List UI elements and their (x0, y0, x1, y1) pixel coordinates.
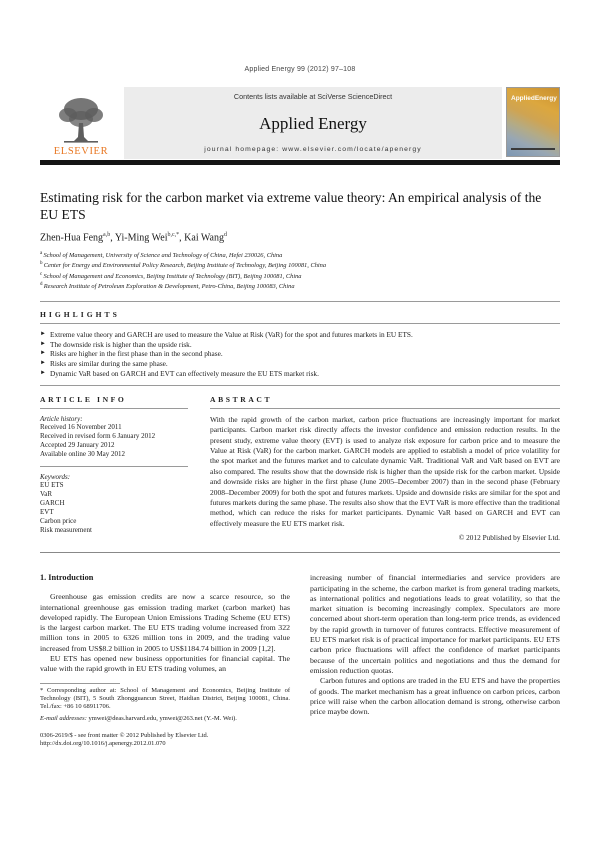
highlight-text: Risks are similar during the same phase. (50, 359, 168, 369)
journal-banner (124, 87, 502, 159)
history-label: Article history: (40, 414, 83, 423)
affiliation-sup: a (40, 251, 44, 257)
affiliation-sup: d (40, 281, 44, 287)
author-name: Zhen-Hua Feng (40, 232, 104, 244)
footnote-text: Corresponding author at: School of Management and Economics, Beijing Institute of Technology (BIT), 5 South Zhongguancun Street, Haidian District, Beijing 100081, China. Tel./fax: +86 10 68911706. (40, 686, 290, 711)
affiliation-text: Center for Energy and Environmental Policy Research, Beijing Institute of Technology, Beijing 100081, China (43, 262, 327, 270)
highlight-item (40, 340, 560, 350)
body-right-column (310, 573, 560, 748)
keywords-separator-rule (40, 466, 188, 467)
highlights-heading-rule (40, 323, 560, 324)
history-line: Received 16 November 2011 (40, 422, 122, 431)
history-line: Available online 30 May 2012 (40, 449, 126, 458)
body-columns (40, 573, 560, 748)
affiliation-sup: b (40, 261, 44, 267)
abstract-heading: ABSTRACT (210, 394, 273, 404)
journal-cover (506, 87, 560, 159)
highlight-item (40, 359, 560, 369)
email-label: E-mail addresses: (40, 714, 87, 722)
section-rule (40, 301, 560, 302)
affiliation-line (40, 260, 560, 270)
journal-cover-bar (511, 148, 555, 150)
author-line (40, 232, 560, 243)
keyword: Carbon price (40, 516, 77, 525)
author-separator: , (179, 232, 185, 244)
journal-cover-image (506, 87, 560, 157)
keyword: EU ETS (40, 480, 64, 489)
article-title: Estimating risk for the carbon market via extreme value theory: An empirical analysis of the EU ETS (40, 190, 542, 222)
section-rule (40, 552, 560, 553)
elsevier-logo (40, 87, 122, 159)
author-affil-sup: d (224, 232, 227, 238)
body-paragraph: Carbon futures and options are traded in the EU ETS and have the properties of goods. The market mechanism has a great influence on carbon prices, carbon price will raise when the carbon allocation demand is strong, otherwise carbon price maybe down. (310, 676, 560, 717)
history-line: Accepted 29 January 2012 (40, 440, 115, 449)
footnote-separator-rule (40, 683, 120, 684)
abstract-column (210, 395, 560, 542)
affiliation-text: School of Management, University of Science and Technology of China, Hefei 230026, China (43, 252, 283, 260)
bullet-arrow-icon: ► (40, 350, 46, 357)
elsevier-wordmark: ELSEVIER (53, 146, 109, 157)
masthead-divider-bar (40, 160, 560, 165)
body-left-column (40, 573, 290, 748)
affiliations (40, 250, 560, 291)
bullet-arrow-icon: ► (40, 360, 46, 367)
journal-homepage-url: journal homepage: www.elsevier.com/locate/apenergy (204, 146, 422, 153)
issn-line: 0306-2619/$ - see front matter © 2012 Published by Elsevier Ltd. (40, 732, 209, 740)
highlight-text: Extreme value theory and GARCH are used to measure the Value at Risk (VaR) for the spot and futures markets in EU ETS. (50, 329, 413, 339)
affiliation-sup: c (40, 271, 44, 277)
highlight-text: Dynamic VaR based on GARCH and EVT can effectively measure the EU ETS market risk. (50, 369, 319, 379)
corresponding-author-footnote (40, 687, 290, 712)
history-line: Received in revised form 6 January 2012 (40, 431, 156, 440)
highlight-text: The downside risk is higher than the upside risk. (50, 339, 192, 349)
author-affil-sup: a,b (103, 232, 111, 238)
masthead (40, 87, 560, 159)
journal-title: Applied Energy (259, 113, 367, 133)
imprint-block (40, 732, 290, 748)
keyword: EVT (40, 507, 54, 516)
article-info-heading: ARTICLE INFO (40, 394, 127, 404)
article-info-column (40, 395, 210, 542)
email-addresses: ymwei@deas.harvard.edu, ymwei@263.net (Y.-M. Wei). (86, 714, 237, 722)
highlight-item (40, 330, 560, 340)
article-info-heading-rule (40, 408, 188, 409)
doi-line: http://dx.doi.org/10.1016/j.apenergy.2012.01.070 (40, 740, 166, 748)
body-paragraph: Greenhouse gas emission credits are now a scarce resource, so the international greenhouse gas emission trading market (carbon market) has developed rapidly. The European Union Emissions Trading Scheme (EU ETS) is the largest carbon market. The EU ETS trading volume increased from 322 million tons in 2005 to 6326 million tons in 2009, and the trading value increased from US$8.2 billion in 2005 to US$1184.74 billion in 2009 [1,2]. (40, 592, 290, 653)
affiliation-text: School of Management and Economics, Beijing Institute of Technology (BIT), Beijing 100081, China (43, 272, 302, 280)
bullet-arrow-icon: ► (40, 330, 46, 337)
elsevier-tree-icon (54, 95, 108, 145)
footnote-marker: * (40, 686, 44, 694)
journal-cover-title: AppliedEnergy (511, 95, 557, 102)
body-paragraph: increasing number of financial intermediaries and service providers are participating in the scheme, the carbon market is from general trading markets, as international politics and negotiations leads to great volatility, so that the market situation is becoming increasingly complex. Speculators are more concerned about short-term operation than long-term price trends, as evidenced by the rapid growth in turnover of futures contracts. Effective measurement of EU ETS market risk is of practical importance for market participants. EU ETS carbon price fluctuations will affect the confidence of market participants because of the uncertain politics and negotiations and thus the demand for emission reduction quotas. (310, 573, 560, 675)
keyword: GARCH (40, 498, 65, 507)
affiliation-line (40, 271, 560, 281)
highlights-list (40, 330, 560, 379)
highlights-heading: HIGHLIGHTS (40, 309, 120, 319)
author-name: Kai Wang (184, 232, 224, 244)
keyword: VaR (40, 489, 53, 498)
section-heading-introduction: 1. Introduction (40, 573, 94, 583)
affiliation-line (40, 250, 560, 260)
author-affil-sup: b,c,* (167, 232, 180, 238)
highlight-item (40, 369, 560, 379)
abstract-text: With the rapid growth of the carbon market, carbon price fluctuations are increasingly important for market participants. Carbon market risk directly affects the investor confidence and emission reduction results. In the present study, extreme value theory (EVT) is used to analyze risk exposure for carbon price and to measure the Value at Risk (VaR) for the carbon market. GARCH models are applied to establish a model of price volatility for the spot market and the futures market and to calculate dynamic VaR. Traditional VaR and VaR based on EVT are also compared. The results show that the downside risk is higher than the upside risk for the carbon market. Upside and downside risks are higher in the first phase (June 2005–December 2007) than in the second phase (February 2008–December 2009) for both the spot and futures markets. Upside and downside risks are similar for the spot and futures markets during the same phase. The results also show that the EVT VaR is more effective than the traditional method, which can reduce the risks for market participants. Dynamic VaR based on GARCH and EVT can effectively measure the EU ETS market risk. (210, 414, 560, 528)
contents-lists-line: Contents lists available at SciVerse ScienceDirect (233, 92, 393, 101)
keywords-label: Keywords: (40, 472, 71, 481)
bullet-arrow-icon: ► (40, 370, 46, 377)
highlight-text: Risks are higher in the first phase than in the second phase. (50, 349, 223, 359)
affiliation-text: Research Institute of Petroleum Exploration & Development, Petro-China, Beijing 100083, China (43, 282, 295, 290)
affiliation-line (40, 281, 560, 291)
author-separator: , (110, 232, 115, 244)
keyword: Risk measurement (40, 525, 92, 534)
running-head-citation: Applied Energy 99 (2012) 97–108 (244, 66, 356, 73)
section-rule (40, 385, 560, 386)
abstract-copyright: © 2012 Published by Elsevier Ltd. (458, 533, 560, 543)
info-abstract-block (40, 395, 560, 542)
abstract-heading-rule (210, 408, 560, 409)
author-name: Yi-Ming Wei (114, 232, 168, 244)
email-footnote (40, 715, 290, 723)
body-paragraph: EU ETS has opened new business opportunities for financial capital. The value with the rapid growth in EU ETS trading volumes, an (40, 654, 290, 674)
highlight-item (40, 349, 560, 359)
bullet-arrow-icon: ► (40, 340, 46, 347)
